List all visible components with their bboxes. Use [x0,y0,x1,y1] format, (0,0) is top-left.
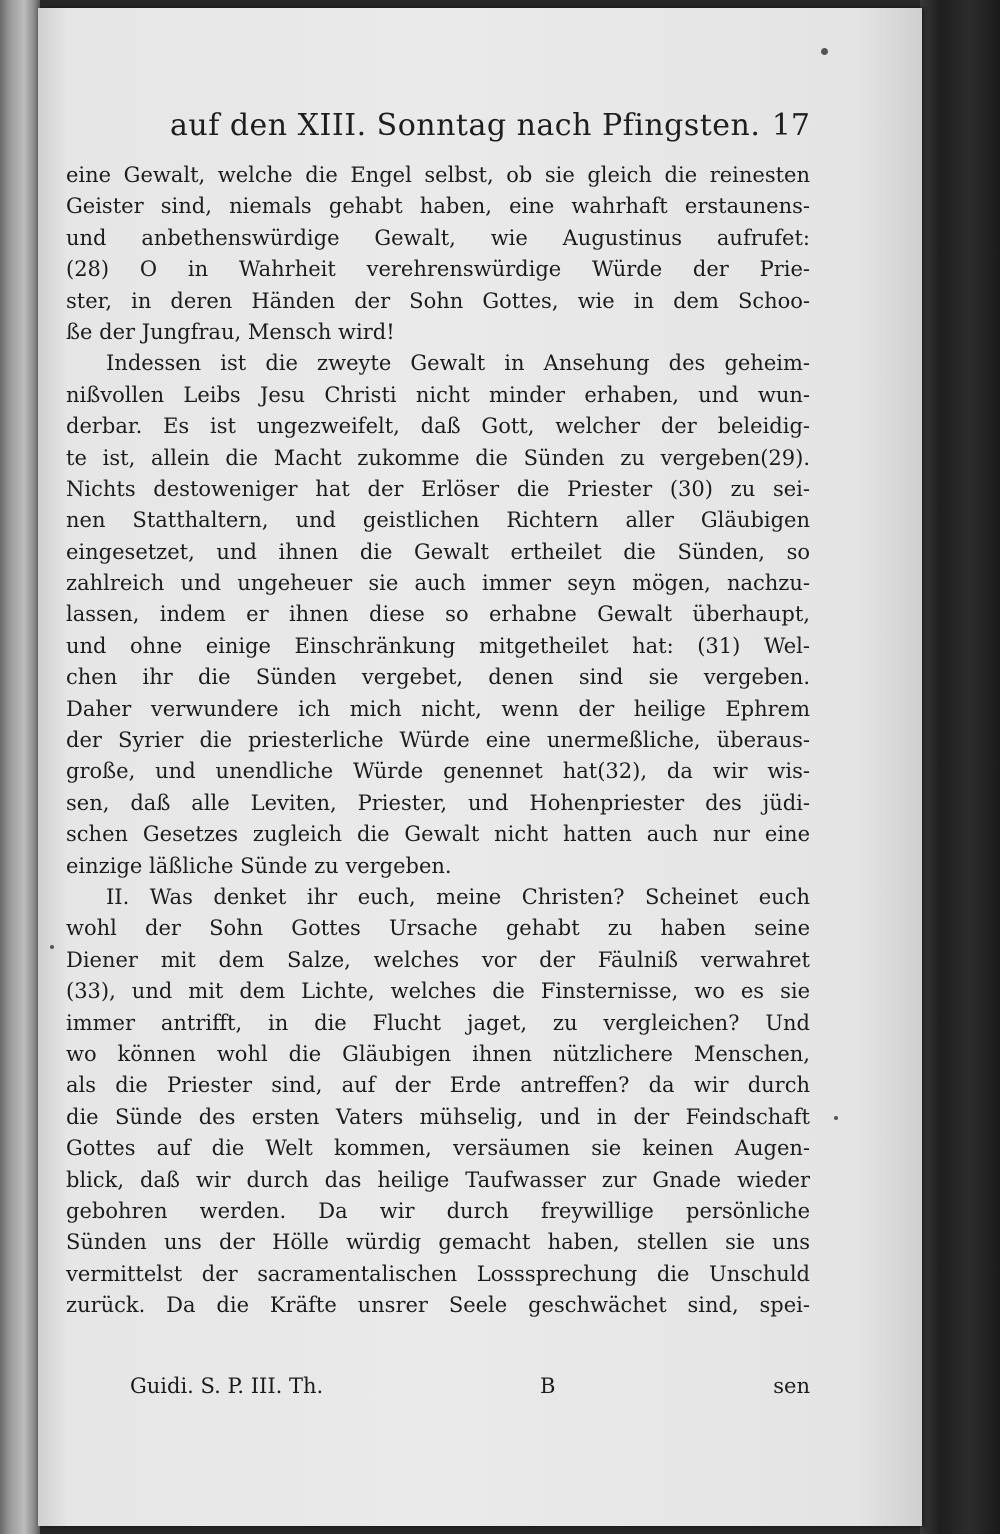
text-line: chen ihr die Sünden vergebet, denen sind sie vergeben. [66,665,810,690]
signature-mark: B [540,1374,556,1398]
text-line: immer antrifft, in die Flucht jaget, zu vergleichen? Und [66,1010,810,1035]
printer-signature: Guidi. S. P. III. Th. [130,1374,324,1398]
page-number: 17 [771,108,810,143]
text-line: lassen, indem er ihnen diese so erhabne Gewalt überhaupt, [66,602,810,627]
paper-speck [834,1116,838,1120]
text-line: vermittelst der sacramentalischen Losssprechung die Unschuld [66,1261,810,1286]
text-line: gebohren werden. Da wir durch freywillige persönliche [66,1198,810,1223]
paper-speck [50,945,54,949]
text-line: Daher verwundere ich mich nicht, wenn der heilige Ephrem [66,696,810,721]
text-line: zurück. Da die Kräfte unsrer Seele geschwächet sind, spei- [66,1293,810,1318]
paper-speck [821,48,828,55]
text-line: sen, daß alle Leviten, Priester, und Hohenpriester des jüdi- [66,790,810,815]
text-line: (28) O in Wahrheit verehrenswürdige Würde der Prie- [66,257,810,282]
page-header [170,102,810,152]
text-line: Indessen ist die zweyte Gewalt in Ansehung des geheim- [106,351,810,376]
text-line: blick, daß wir durch das heilige Taufwasser zur Gnade wieder [66,1167,810,1192]
text-line: nen Statthaltern, und geistlichen Richtern aller Gläubigen [66,508,810,533]
text-line: der Syrier die priesterliche Würde eine unermeßliche, überaus- [66,728,810,753]
catchword: sen [773,1374,810,1398]
text-line: II. Was denket ihr euch, meine Christen? Scheinet euch [106,884,810,909]
text-line: und anbethenswürdige Gewalt, wie Augustinus aufrufet: [66,225,810,250]
text-line: große, und unendliche Würde genennet hat(32), da wir wis- [66,759,810,784]
text-line: zahlreich und ungeheuer sie auch immer seyn mögen, nachzu- [66,571,810,596]
text-line: wo können wohl die Gläubigen ihnen nützlichere Menschen, [66,1041,810,1066]
text-line: ster, in deren Händen der Sohn Gottes, wie in dem Schoo- [66,288,810,313]
text-line: einzige läßliche Sünde zu vergeben. [66,853,452,878]
text-line: te ist, allein die Macht zukomme die Sünden zu vergeben(29). [66,445,810,470]
body-text [66,160,810,1321]
text-line: Gottes auf die Welt kommen, versäumen sie keinen Augen- [66,1136,810,1161]
text-line: und ohne einige Einschränkung mitgetheilet hat: (31) Wel- [66,633,810,658]
page-footer [100,1374,810,1408]
text-line: Diener mit dem Salze, welches vor der Fäulniß verwahret [66,947,810,972]
text-line: derbar. Es ist ungezweifelt, daß Gott, welcher der beleidig- [66,414,810,439]
text-line: (33), und mit dem Lichte, welches die Finsternisse, wo es sie [66,979,810,1004]
book-cover-edge [920,0,1000,1534]
binding-edge [0,0,40,1534]
running-title: auf den XIII. Sonntag nach Pfingsten. [170,108,761,143]
text-line: als die Priester sind, auf der Erde antreffen? da wir durch [66,1073,810,1098]
text-line: Nichts destoweniger hat der Erlöser die Priester (30) zu sei- [66,476,810,501]
text-line: eingesetzet, und ihnen die Gewalt ertheilet die Sünden, so [66,539,810,564]
text-line: wohl der Sohn Gottes Ursache gehabt zu haben seine [66,916,810,941]
text-line: nißvollen Leibs Jesu Christi nicht minder erhaben, und wun- [66,382,810,407]
text-line: Sünden uns der Hölle würdig gemacht haben, stellen sie uns [66,1230,810,1255]
text-line: eine Gewalt, welche die Engel selbst, ob sie gleich die reinesten [66,163,810,187]
text-line: schen Gesetzes zugleich die Gewalt nicht hatten auch nur eine [66,822,810,847]
text-line: ße der Jungfrau, Mensch wird! [66,319,395,344]
text-line: Geister sind, niemals gehabt haben, eine wahrhaft erstaunens- [66,194,810,219]
text-line: die Sünde des ersten Vaters mühselig, und in der Feindschaft [66,1104,810,1129]
